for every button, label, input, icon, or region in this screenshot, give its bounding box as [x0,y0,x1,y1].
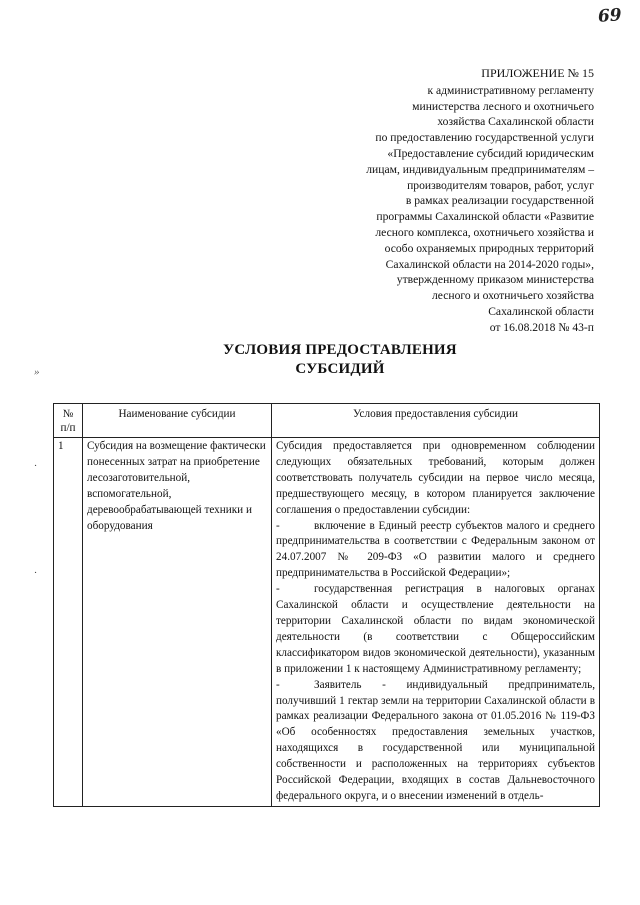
conditions-table [53,403,600,807]
subsidy-name: Субсидия на возмещение фактически понесенных затрат на приобретение лесозаготовительной, вспомогательной, деревообрабатывающей техники и оборудования [83,438,272,807]
approval-line: лесного и охотничьего хозяйства [432,289,594,303]
row-number: 1 [54,438,83,807]
condition-text: государственная регистрация в налоговых органах Сахалинской области и осуществление деятельности на территории Сахалинской области по видам экономической деятельности (в соответствии с Общероссийским классификатором видов экономической деятельности), указанным в приложении 1 к настоящему Административному регламенту; [276,583,595,675]
condition-text: Заявитель - индивидуальный предприниматель, получивший 1 гектар земли на территории Сахалинской области в рамках реализации Федерального закона от 01.05.2016 № 119-ФЗ «Об особенностях предоставления земельных участков, находящихся в государственной или муниципальной собственности и расположенных на территориях субъектов Российской Федерации, входящих в состав Дальневосточного федерального округа, и о внесении изменений в отдель- [276,678,595,802]
margin-mark: » [34,366,40,378]
document-title [190,341,490,379]
table-header-row [54,404,600,438]
header-number: № п/п [54,404,83,438]
table-row [54,438,600,807]
approval-line: от 16.08.2018 № 43-п [489,320,594,334]
condition-item [276,582,595,677]
approval-line: в рамках реализации государственной [405,194,594,208]
approval-line: министерства лесного и охотничьего [412,99,594,113]
header-conditions: Условия предоставления субсидии [272,404,600,438]
title-line-2: СУБСИДИЙ [295,361,385,377]
page-number: 69 [597,5,623,27]
condition-item [276,519,595,583]
approval-line: к административному регламенту [427,83,594,97]
subsidy-conditions [272,438,600,807]
approval-line: утвержденному приказом министерства [396,273,594,287]
approval-line: по предоставлению государственной услуги [375,131,594,145]
condition-text: включение в Единый реестр субъектов малого и среднего предпринимательства в соответствии с Федеральным законом от 24.07.2007 № 209-ФЗ «О развитии малого и среднего предпринимательства в Российской Федерации»; [276,519,595,580]
dash-marker: - [276,678,280,691]
dash-marker: - [276,519,280,532]
approval-line: Сахалинской области [488,304,594,318]
approval-line: программы Сахалинской области «Развитие [376,210,594,224]
approval-line: хозяйства Сахалинской области [437,115,594,129]
approval-line: особо охраняемых природных территорий [384,241,594,255]
condition-item [276,678,595,805]
approval-line: «Предоставление субсидий юридическим [387,146,594,160]
title-line-1: УСЛОВИЯ ПРЕДОСТАВЛЕНИЯ [223,342,457,358]
margin-mark: · [34,567,37,579]
conditions-intro: Субсидия предоставляется при одновременном соблюдении следующих обязательных требований, которым должен соответствовать получатель субсидии на первое число месяца, предшествующего месяцу, в котором планируется заключение соглашения о предоставлении субсидии: [276,440,595,516]
dash-marker: - [276,583,280,596]
approval-line: производителям товаров, работ, услуг [407,178,594,192]
appendix-heading: ПРИЛОЖЕНИЕ № 15 [481,66,594,80]
approval-line: лицам, индивидуальным предпринимателям – [366,162,594,176]
margin-mark: · [34,460,37,472]
approval-line: Сахалинской области на 2014-2020 годы», [385,257,594,271]
header-subsidy-name: Наименование субсидии [83,404,272,438]
approval-block [274,66,594,336]
approval-line: лесного комплекса, охотничьего хозяйства и [375,225,594,239]
